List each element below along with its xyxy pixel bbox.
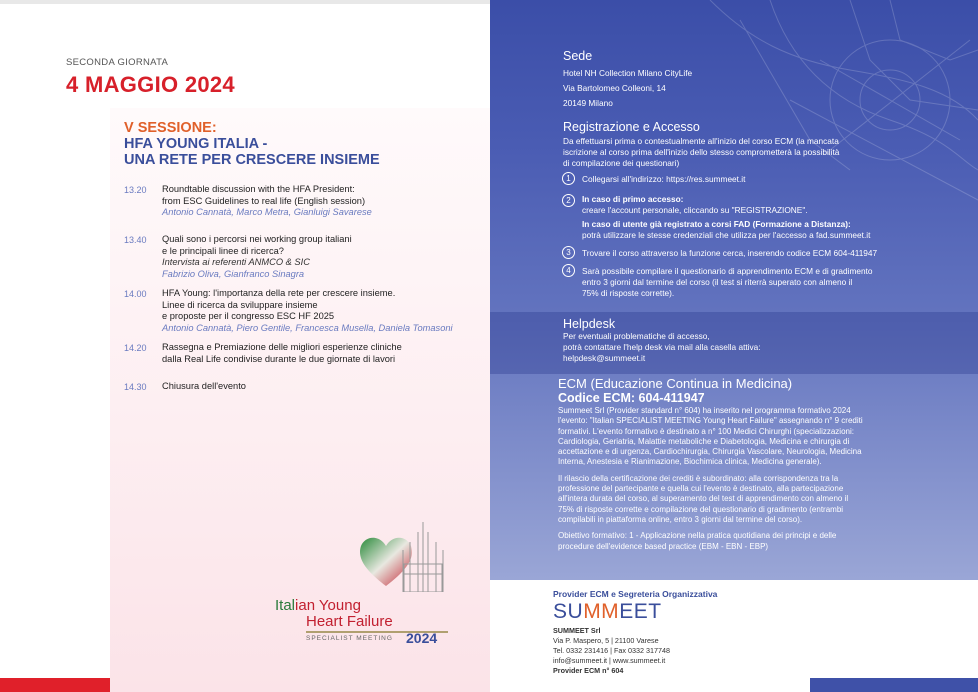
ecm-body — [558, 406, 924, 552]
ecm-line: Summeet Srl (Provider standard n° 604) ha inserito nel programma formativo 2024 — [558, 406, 851, 415]
agenda-speakers: Fabrizio Oliva, Gianfranco Sinagra — [162, 268, 305, 279]
agenda-speakers: Antonio Cannatà, Piero Gentile, Francesca Musella, Daniela Tomasoni — [162, 322, 453, 333]
logo-text-red: ian Young — [295, 597, 361, 614]
agenda-text — [162, 184, 497, 219]
intro-line: iscrizione al corso prima dell'inizio dello stesso comprometterà la possibilità — [563, 147, 840, 157]
agenda-title — [162, 196, 497, 208]
ecm-line: formativi. L'evento formativo è destinato a n° 100 Medici Chirurghi (specializzazioni: — [558, 426, 854, 436]
step-3-text: Trovare il corso attraverso la funzione cerca, inserendo codice ECM 604-411947 — [582, 248, 878, 258]
provider-label: Provider ECM e Segreteria Organizzativa — [553, 589, 718, 599]
step-1-text: Collegarsi all'indirizzo: https://res.summeet.it — [582, 174, 746, 184]
provider-phone: Tel. 0332 231416 | Fax 0332 317748 — [553, 646, 670, 655]
agenda-title: e le principali linee di ricerca? — [162, 245, 284, 256]
summeet-logo — [553, 600, 662, 624]
venue-address — [563, 66, 692, 111]
agenda-text — [162, 342, 497, 365]
step-4-icon: 4 — [562, 264, 575, 277]
event-logo — [270, 520, 455, 670]
agenda-time: 14.20 — [124, 343, 147, 353]
cathedral-icon — [398, 520, 448, 592]
ecm-line: Cardiologia, Geriatria, Malattie metaboliche e Diabetologia, Medicina e chirurgia di — [558, 436, 850, 446]
venue-street: Via Bartolomeo Colleoni, 14 — [563, 83, 666, 93]
step-4-line: Sarà possibile compilare il questionario di apprendimento ECM e di gradimento — [582, 266, 873, 276]
event-date: 4 MAGGIO 2024 — [66, 72, 235, 97]
agenda-time: 13.40 — [124, 235, 147, 245]
ecm-line: l'evento: "Italian SPECIALIST MEETING Young Heart Failure" assegnando n° 9 crediti — [558, 416, 863, 426]
helpdesk-text — [563, 331, 761, 364]
step-2-line: creare l'account personale, cliccando su "REGISTRAZIONE". — [582, 205, 808, 215]
helpdesk-line: potrà contattare l'help desk via mail alla casella attiva: — [563, 342, 761, 352]
agenda-title: Chiusura dell'evento — [162, 381, 246, 391]
agenda-note: Intervista ai referenti ANMCO & SIC — [162, 257, 310, 268]
ecm-line: Obiettivo formativo: 1 - Applicazione nella pratica quotidiana dei principi e delle — [558, 531, 837, 541]
agenda-title: Roundtable discussion with the HFA President: — [162, 184, 355, 194]
logo-year: 2024 — [406, 630, 438, 646]
logo-line-2: Heart Failure — [306, 613, 393, 630]
red-footer-bar — [0, 678, 110, 692]
provider-name: SUMMEET Srl — [553, 626, 601, 635]
registration-heading: Registrazione e Accesso — [563, 120, 700, 134]
step-1-icon: 1 — [562, 172, 575, 185]
agenda-title: Linee di ricerca da sviluppare insieme — [162, 299, 318, 310]
ecm-paragraph-3 — [558, 531, 924, 552]
registration-intro — [563, 136, 839, 169]
step-4-text — [582, 266, 873, 299]
logo-text-green: Ital — [275, 597, 296, 614]
venue-heading: Sede — [563, 49, 593, 63]
logo-part: SU — [553, 600, 584, 623]
ecm-line: Il rilascio della certificazione dei crediti è subordinato: alla corrispondenza tra la — [558, 473, 839, 483]
step-2-title: In caso di primo accesso: — [582, 194, 684, 204]
step-4-line: entro 3 giorni dal termine del corso (il test si riterrà superato con almeno il — [582, 277, 853, 287]
ecm-line: Interna, Anestesia e Rianimazione, Biochimica clinica, Medicina generale). — [558, 457, 822, 467]
agenda-text — [162, 288, 497, 334]
helpdesk-email[interactable]: helpdesk@summeet.it — [563, 353, 646, 363]
ecm-line: all'intera durata del corso, al superamento del test di apprendimento con almeno il — [558, 494, 849, 504]
agenda-speakers: Antonio Cannatà, Marco Metra, Gianluigi Savarese — [162, 207, 372, 218]
venue-city: 20149 Milano — [563, 98, 613, 108]
logo-part: MM — [583, 600, 620, 623]
day-label: SECONDA GIORNATA — [66, 57, 169, 68]
agenda-time: 14.00 — [124, 289, 147, 299]
ecm-paragraph-1 — [558, 406, 924, 468]
ecm-paragraph-2 — [558, 474, 924, 525]
venue-name: Hotel NH Collection Milano CityLife — [563, 68, 693, 78]
step-2-line: potrà utilizzare le stesse credenziali che utilizza per l'accesso a fad.summeet.it — [582, 230, 871, 240]
provider-ecm-number: Provider ECM n° 604 — [553, 666, 624, 675]
agenda-title: Rassegna e Premiazione delle migliori esperienze cliniche — [162, 342, 402, 352]
language-note: (English session) — [291, 195, 366, 206]
step-2-title: In caso di utente già registrato a corsi FAD (Formazione a Distanza): — [582, 219, 851, 229]
step-2-text — [582, 194, 870, 241]
ecm-code: Codice ECM: 604-411947 — [558, 391, 705, 405]
step-3-icon: 3 — [562, 246, 575, 259]
provider-address: Via P. Maspero, 5 | 21100 Varese — [553, 636, 659, 645]
agenda-title: e proposte per il congresso ESC HF 2025 — [162, 311, 335, 322]
logo-line-1 — [275, 597, 361, 614]
agenda-title: dalla Real Life condivise durante le due giornate di lavori — [162, 353, 396, 364]
session-title-2: UNA RETE PER CRESCERE INSIEME — [124, 152, 380, 168]
helpdesk-heading: Helpdesk — [563, 317, 616, 331]
agenda-time: 13.20 — [124, 185, 147, 195]
ecm-heading: ECM (Educazione Continua in Medicina) — [558, 376, 793, 391]
ecm-line: accettazione e di urgenza, Cardiochirurgia, Chirurgia Vascolare, Neurologia, Medicina — [558, 447, 862, 457]
step-2-icon: 2 — [562, 194, 575, 207]
ecm-line: procedure dell'evidence based practice (EBM - EBN - EBP) — [558, 541, 769, 551]
logo-part: EET — [619, 600, 662, 623]
agenda-text — [162, 381, 497, 393]
top-divider — [0, 0, 490, 4]
intro-line: Da effettuarsi prima o contestualmente all'inizio del corso ECM (la mancata — [563, 136, 839, 146]
logo-subtitle: SPECIALIST MEETING — [306, 635, 393, 642]
session-heading — [124, 120, 424, 168]
agenda-title: HFA Young: l'importanza della rete per crescere insieme. — [162, 288, 396, 298]
agenda-title: Quali sono i percorsi nei working group italiani — [162, 234, 352, 244]
helpdesk-line: Per eventuali problematiche di accesso, — [563, 331, 710, 341]
agenda-time: 14.30 — [124, 382, 147, 392]
blue-footer-bar — [810, 678, 978, 692]
agenda-text — [162, 234, 497, 280]
ecm-line: 75% di risposte corrette e compilazione del questionario di gradimento (entrambi — [558, 504, 844, 514]
session-number: V SESSIONE: — [124, 120, 217, 136]
intro-line: di compilazione dei questionari) — [563, 158, 680, 168]
ecm-line: compilabili in piattaforma online, entro 3 giorni dal termine del corso). — [558, 514, 803, 524]
ecm-line: professione del partecipante e quella cui l'evento è destinato, alla partecipazione — [558, 484, 844, 494]
step-4-line: 75% di risposte corrette). — [582, 288, 675, 298]
session-title-1: HFA YOUNG ITALIA - — [124, 136, 268, 152]
provider-contacts[interactable]: info@summeet.it | www.summeet.it — [553, 656, 666, 665]
agenda-title-part: from ESC Guidelines to real life — [162, 195, 292, 206]
